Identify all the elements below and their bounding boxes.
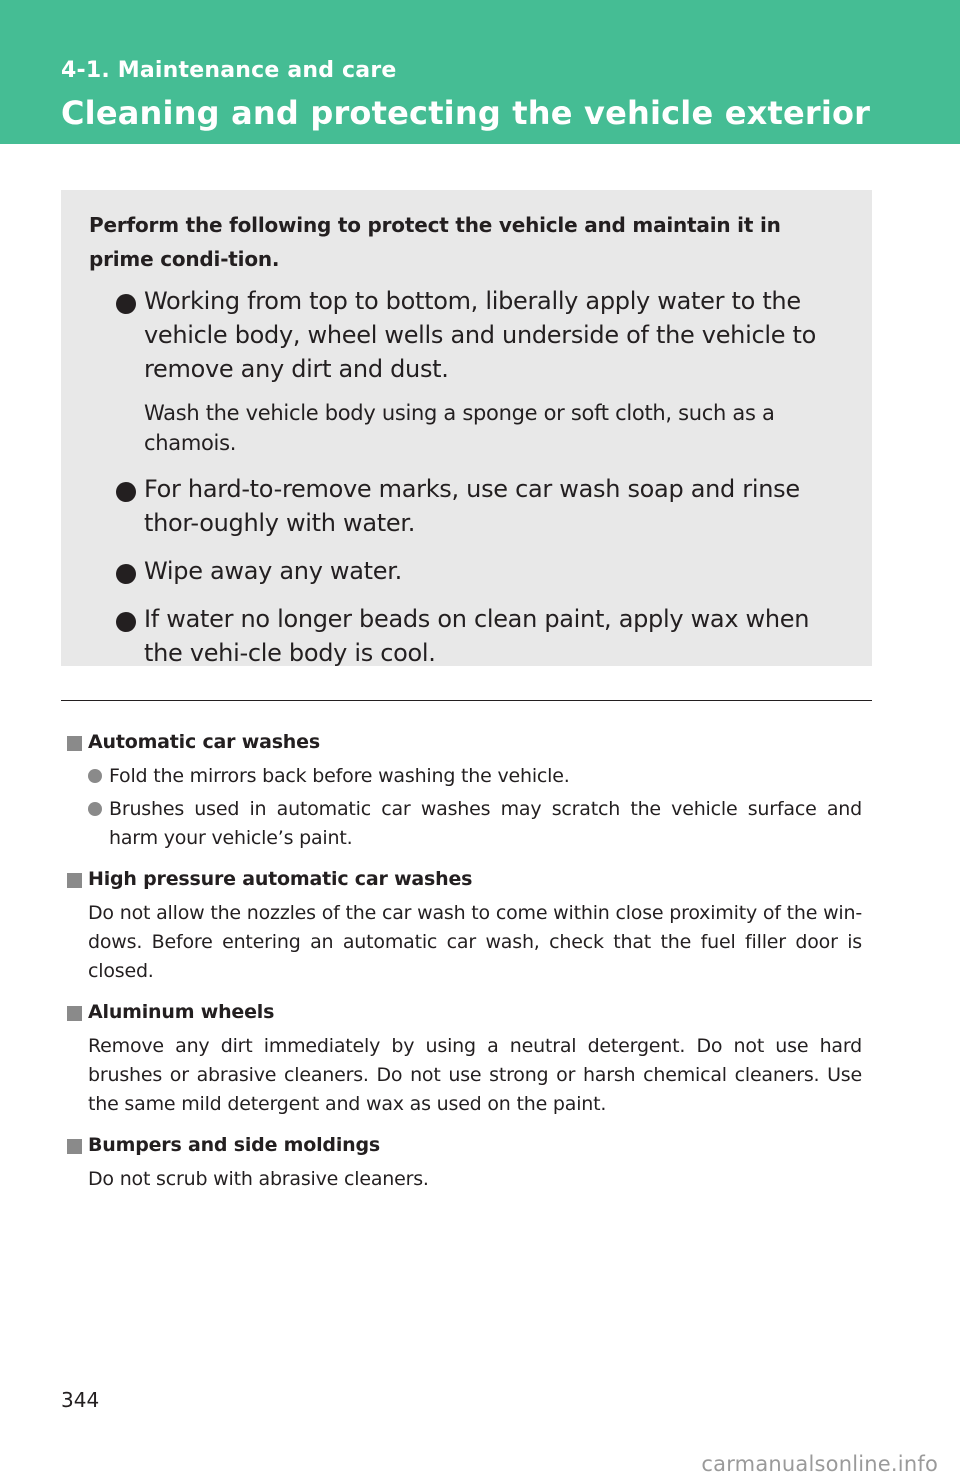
list-item xyxy=(61,762,862,791)
list-item-text: Brushes used in automatic car washes may scratch the vehicle surface and harm your vehicle’s paint. xyxy=(109,798,862,849)
bullet-icon xyxy=(116,294,136,314)
watermark: carmanualsonline.info xyxy=(701,1452,938,1476)
topic-title: Bumpers and side moldings xyxy=(88,1134,380,1156)
square-bullet-icon xyxy=(67,873,82,888)
step-text: For hard-to-remove marks, use car wash soap and rinse thor-oughly with water. xyxy=(144,475,800,537)
divider-line xyxy=(61,700,872,701)
bullet-icon xyxy=(116,482,136,502)
square-bullet-icon xyxy=(67,1006,82,1021)
section-label: 4-1. Maintenance and care xyxy=(61,58,397,83)
topic-title: Aluminum wheels xyxy=(88,1001,275,1023)
topic-body: Do not allow the nozzles of the car wash to come within close proximity of the win-dows. Before entering an automatic car wash, check that the fuel filler door is closed. xyxy=(88,902,862,982)
procedure-step xyxy=(89,554,840,588)
topic-bumpers xyxy=(61,1129,862,1194)
procedure-step xyxy=(89,472,840,540)
procedure-intro: Perform the following to protect the vehicle and maintain it in prime condi-tion. xyxy=(89,213,781,271)
topic-body: Remove any dirt immediately by using a neutral detergent. Do not use hard brushes or abrasive cleaners. Do not use strong or harsh chemical cleaners. Use the same mild detergent and wax as used on the paint. xyxy=(88,1035,862,1115)
procedure-box xyxy=(61,190,872,666)
topic-body: Do not scrub with abrasive cleaners. xyxy=(88,1168,429,1190)
square-bullet-icon xyxy=(67,1139,82,1154)
topic-heading xyxy=(61,863,862,895)
notes-section xyxy=(61,726,862,1204)
list-item xyxy=(61,795,862,853)
bullet-icon xyxy=(116,564,136,584)
topic-heading xyxy=(61,1129,862,1161)
step-text: If water no longer beads on clean paint, apply wax when the vehi-cle body is cool. xyxy=(144,605,810,667)
step-text: Working from top to bottom, liberally apply water to the vehicle body, wheel wells and underside of the vehicle to remove any dirt and dust. xyxy=(144,287,816,383)
square-bullet-icon xyxy=(67,736,82,751)
topic-title: High pressure automatic car washes xyxy=(88,868,473,890)
topic-automatic-car-washes xyxy=(61,726,862,853)
procedure-step xyxy=(89,284,840,458)
step-text: Wipe away any water. xyxy=(144,557,402,585)
procedure-step xyxy=(89,602,840,670)
dot-bullet-icon xyxy=(88,769,102,783)
page-title: Cleaning and protecting the vehicle exterior xyxy=(61,94,871,132)
topic-title: Automatic car washes xyxy=(88,731,320,753)
topic-aluminum-wheels xyxy=(61,996,862,1119)
dot-bullet-icon xyxy=(88,802,102,816)
topic-heading xyxy=(61,726,862,758)
topic-heading xyxy=(61,996,862,1028)
list-item-text: Fold the mirrors back before washing the vehicle. xyxy=(109,765,570,787)
bullet-icon xyxy=(116,612,136,632)
header-banner xyxy=(0,0,960,144)
page-number: 344 xyxy=(61,1388,100,1412)
topic-high-pressure xyxy=(61,863,862,986)
step-note: Wash the vehicle body using a sponge or soft cloth, such as a chamois. xyxy=(144,401,775,455)
